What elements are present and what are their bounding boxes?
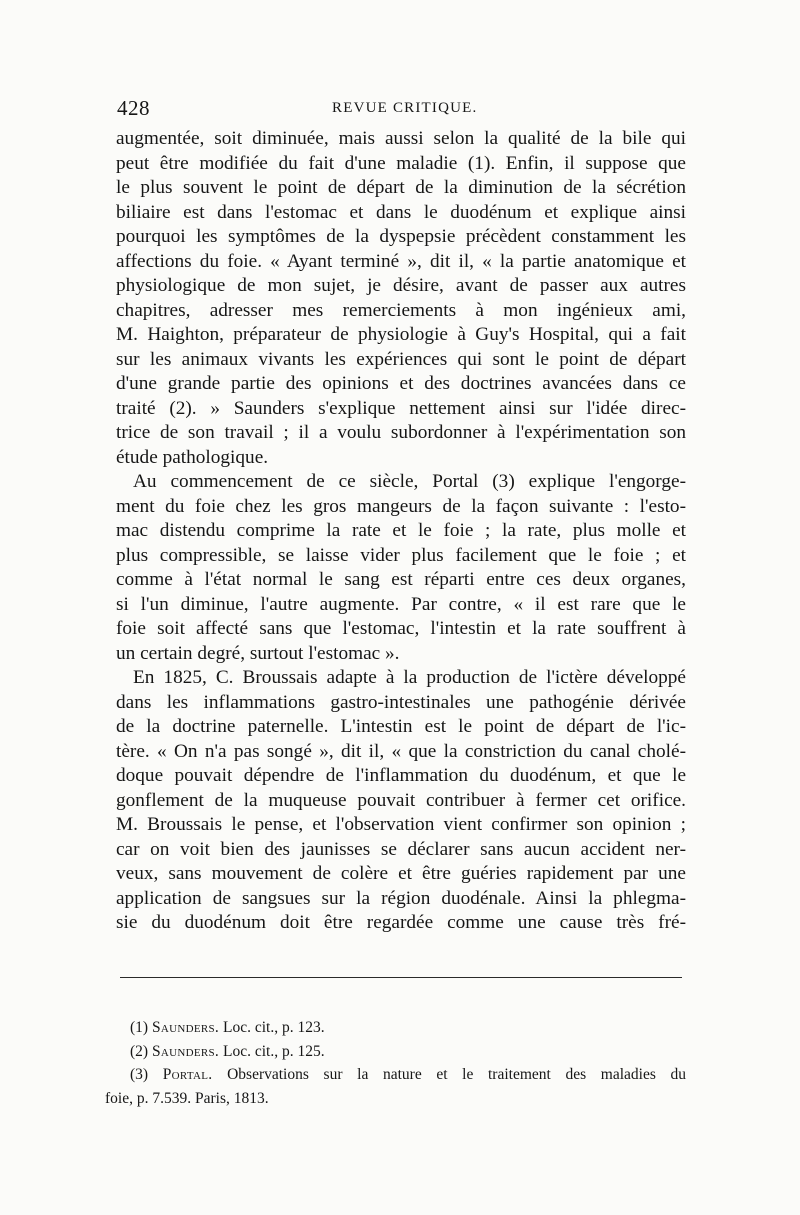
text-line: sie du duodénum doit être regardée comme une cause très fré- [116, 912, 686, 933]
text-line: augmentée, soit diminuée, mais aussi selon la qualité de la bile qui [116, 128, 686, 149]
footnote-separator-rule [120, 977, 682, 978]
text-line: sur les animaux vivants les expériences qui sont le point de départ [116, 348, 686, 370]
text-line: physiologique de mon sujet, je désire, avant de passer aux autres [116, 275, 686, 296]
text-line: biliaire est dans l'estomac et dans le duodénum et explique ainsi [116, 201, 686, 223]
text-line: comme à l'état normal le sang est réparti entre ces deux organes, [116, 569, 686, 590]
text-line: gonflement de la muqueuse pouvait contribuer à fermer cet orifice. [116, 789, 686, 811]
text-line: tère. « On n'a pas songé », dit il, « que la constriction du canal cholé- [116, 740, 686, 762]
footnote-2 [130, 1040, 686, 1064]
footnote-1 [130, 1016, 686, 1040]
body-text [116, 127, 686, 936]
paragraph-start-line: En 1825, C. Broussais adapte à la production de l'ictère développé [133, 667, 686, 688]
text-line: si l'un diminue, l'autre augmente. Par contre, « il est rare que le [116, 593, 686, 615]
footnote-author: Portal. [162, 1066, 213, 1083]
text-line: car on voit bien des jaunisses se déclarer sans aucun accident ner- [116, 838, 686, 860]
text-line: foie soit affecté sans que l'estomac, l'intestin et la rate souffrent à [116, 618, 686, 639]
footnote-number: (3) [130, 1066, 149, 1083]
footnote-author: Saunders. [151, 1019, 220, 1036]
text-line: plus compressible, se laisse vider plus facilement que le foie ; et [116, 544, 686, 566]
footnotes [105, 1016, 687, 1110]
text-line: doque pouvait dépendre de l'inflammation du duodénum, et que le [116, 765, 686, 786]
text-line: le plus souvent le point de départ de la diminution de la sécrétion [116, 177, 686, 198]
text-line: traité (2). » Saunders s'explique nettement ainsi sur l'idée direc- [116, 397, 686, 419]
text-line: peut être modifiée du fait d'une maladie (1). Enfin, il suppose que [116, 152, 686, 174]
text-line: veux, sans mouvement de colère et être guéries rapidement par une [116, 863, 686, 884]
text-line: ment du foie chez les gros mangeurs de la façon suivante : l'esto- [116, 495, 686, 517]
text-line: chapitres, adresser mes remerciements à mon ingénieux ami, [116, 299, 686, 321]
text-line: étude pathologique. [116, 446, 269, 468]
text-line: trice de son travail ; il a voulu subordonner à l'expérimentation son [116, 422, 686, 443]
text-line: M. Haighton, préparateur de physiologie à Guy's Hospital, qui a fait [116, 324, 686, 345]
footnote-3-continuation: foie, p. 7.539. Paris, 1813. [105, 1089, 269, 1107]
text-line: d'une grande partie des opinions et des doctrines avancées dans ce [116, 373, 686, 394]
footnote-author: Saunders. [151, 1042, 220, 1060]
text-line: un certain degré, surtout l'estomac ». [116, 642, 400, 664]
running-head: REVUE CRITIQUE. [332, 100, 478, 116]
text-line: dans les inflammations gastro-intestinales une pathogénie dérivée [116, 691, 686, 713]
footnote-text: Observations sur la nature et le traitement des maladies du [227, 1066, 687, 1083]
paragraph-start-line: Au commencement de ce siècle, Portal (3) explique l'engorge- [133, 471, 686, 492]
text-line: affections du foie. « Ayant terminé », dit il, « la partie anatomique et [116, 250, 686, 272]
footnote-text: Loc. cit., p. 123. [222, 1019, 325, 1036]
page-header [117, 96, 687, 124]
text-line: de la doctrine paternelle. L'intestin est le point de départ de l'ic- [116, 716, 686, 737]
footnote-3 [130, 1063, 686, 1087]
footnote-text: Loc. cit., p. 125. [222, 1042, 325, 1060]
page-number: 428 [117, 96, 150, 120]
text-line: M. Broussais le pense, et l'observation vient confirmer son opinion ; [116, 814, 686, 835]
text-line: pourquoi les symptômes de la dyspepsie précèdent constamment les [116, 226, 686, 247]
text-line: mac distendu comprime la rate et le foie ; la rate, plus molle et [116, 520, 686, 541]
text-line: application de sangsues sur la région duodénale. Ainsi la phlegma- [116, 887, 686, 909]
footnote-number: (1) [130, 1019, 149, 1036]
footnote-number: (2) [130, 1042, 149, 1060]
